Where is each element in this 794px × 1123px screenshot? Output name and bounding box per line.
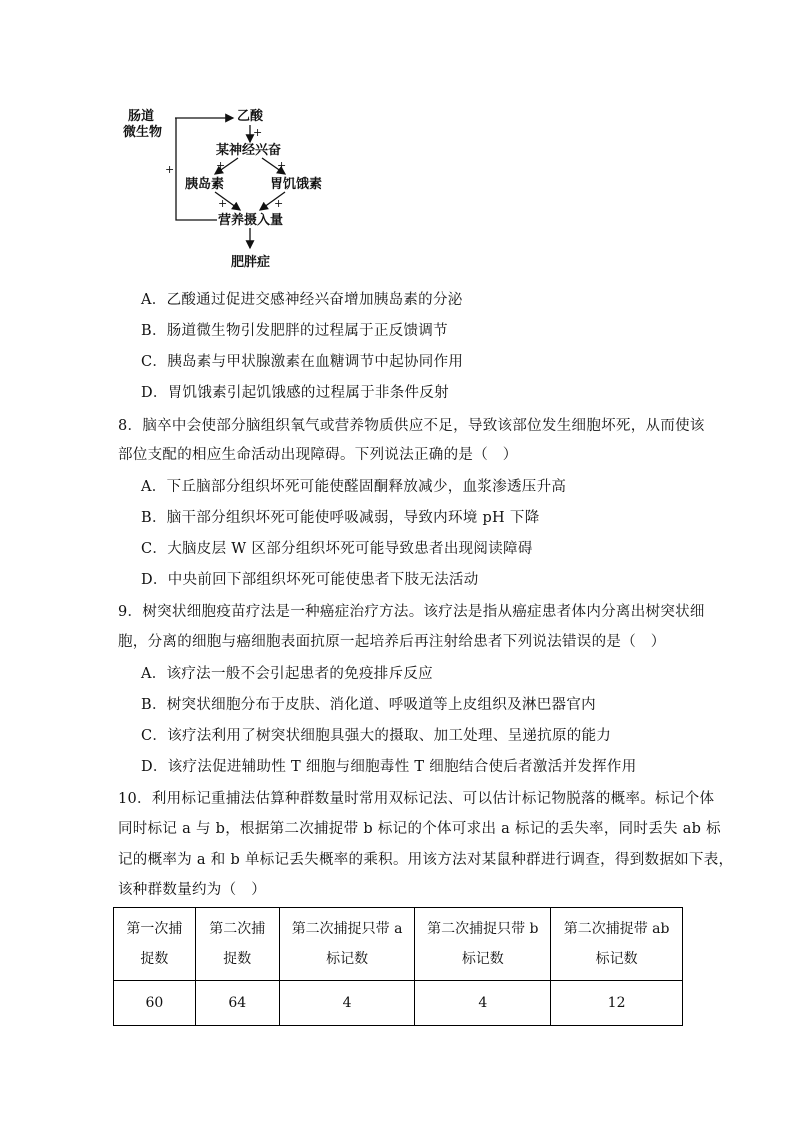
- q9-option-b: B．树突状细胞分布于皮肤、消化道、呼吸道等上皮组织及淋巴器官内: [141, 697, 596, 713]
- diagram-plus-sign: +: [277, 159, 287, 172]
- diagram-acetic-acid-label: 乙酸: [237, 109, 264, 124]
- header-line-1: 第一次捕: [126, 921, 183, 937]
- q9-option-d: D．该疗法促进辅助性 T 细胞与细胞毒性 T 细胞结合使后者激活并发挥作用: [141, 759, 637, 775]
- diagram-insulin-label: 胰岛素: [185, 177, 225, 192]
- q9-stem-line-1: 9．树突状细胞疫苗疗法是一种癌症治疗方法。该疗法是指从癌症患者体内分离出树突状细: [118, 604, 705, 620]
- q7-option-c: C．胰岛素与甲状腺激素在血糖调节中起协同作用: [141, 354, 464, 370]
- header-line-1: 第二次捕: [209, 921, 266, 937]
- diagram-plus-sign: +: [218, 197, 228, 210]
- table-header-cell: [195, 908, 279, 981]
- table-cell: 60: [114, 981, 196, 1026]
- table-header-cell: [114, 908, 196, 981]
- table-cell: 64: [195, 981, 279, 1026]
- q9-option-a: A．该疗法一般不会引起患者的免疫排斥反应: [141, 666, 433, 682]
- table-header-cell: [551, 908, 683, 981]
- table-header-cell: [415, 908, 551, 981]
- header-line-1: 第二次捕捉带 ab: [563, 921, 670, 937]
- q8-option-c: C．大脑皮层 W 区部分组织坏死可能导致患者出现阅读障碍: [141, 541, 533, 557]
- q7-option-a: A．乙酸通过促进交感神经兴奋增加胰岛素的分泌: [141, 292, 463, 308]
- table-header-cell: [279, 908, 415, 981]
- q10-stem-line-4: 该种群数量约为（ ）: [118, 882, 266, 898]
- diagram-nerve-excitation-label: 某神经兴奋: [216, 143, 282, 158]
- table-row: [114, 981, 683, 1026]
- header-line-2: 标记数: [595, 951, 638, 967]
- diagram-plus-sign: +: [253, 126, 263, 139]
- diagram-ghrelin-label: 胃饥饿素: [270, 177, 323, 192]
- q8-stem-line-2: 部位支配的相应生命活动出现障碍。下列说法正确的是（ ）: [118, 447, 518, 463]
- table-header-row: [114, 908, 683, 981]
- q8-stem-line-1: 8．脑卒中会使部分脑组织氧气或营养物质供应不足，导致该部位发生细胞坏死，从而使该: [118, 418, 705, 434]
- q10-data-table: [113, 907, 683, 1026]
- diagram-plus-sign: +: [165, 163, 175, 176]
- diagram-nutrient-intake-label: 营养摄入量: [218, 213, 284, 228]
- q7-option-b: B．肠道微生物引发肥胖的过程属于正反馈调节: [141, 323, 448, 339]
- q8-option-a: A．下丘脑部分组织坏死可能使醛固酮释放减少，血浆渗透压升高: [141, 479, 567, 495]
- diagram-gut-microbes-label-2: 微生物: [123, 125, 163, 140]
- header-line-1: 第二次捕捉只带 a: [291, 921, 403, 937]
- q10-stem-line-3: 记的概率为 a 和 b 单标记丢失概率的乘积。用该方法对某鼠种群进行调查，得到数据如下表，: [118, 852, 734, 868]
- diagram-plus-sign: +: [274, 197, 284, 210]
- diagram-plus-sign: +: [216, 159, 226, 172]
- q9-option-c: C．该疗法利用了树突状细胞具强大的摄取、加工处理、呈递抗原的能力: [141, 728, 612, 744]
- q10-stem-line-2: 同时标记 a 与 b，根据第二次捕捉带 b 标记的个体可求出 a 标记的丢失率，同时丢失 ab 标: [118, 821, 721, 837]
- q10-stem-line-1: 10．利用标记重捕法估算种群数量时常用双标记法、可以估计标记物脱落的概率。标记个体: [118, 791, 715, 807]
- table-cell: 4: [279, 981, 415, 1026]
- q7-option-d: D．胃饥饿素引起饥饿感的过程属于非条件反射: [141, 385, 449, 401]
- header-line-2: 捉数: [223, 951, 252, 967]
- header-line-2: 捉数: [140, 951, 169, 967]
- header-line-2: 标记数: [461, 951, 504, 967]
- table-cell: 4: [415, 981, 551, 1026]
- header-line-1: 第二次捕捉只带 b: [427, 921, 539, 937]
- q9-stem-line-2: 胞，分离的细胞与癌细胞表面抗原一起培养后再注射给患者下列说法错误的是（ ）: [118, 634, 666, 650]
- q8-option-d: D．中央前回下部组织坏死可能使患者下肢无法活动: [141, 572, 479, 588]
- diagram-obesity-label: 肥胖症: [231, 255, 271, 270]
- q8-option-b: B．脑干部分组织坏死可能使呼吸减弱，导致内环境 pH 下降: [141, 510, 540, 526]
- feedback-diagram: [120, 100, 380, 280]
- diagram-gut-microbes-label-1: 肠道: [128, 109, 155, 124]
- table-cell: 12: [551, 981, 683, 1026]
- header-line-2: 标记数: [326, 951, 369, 967]
